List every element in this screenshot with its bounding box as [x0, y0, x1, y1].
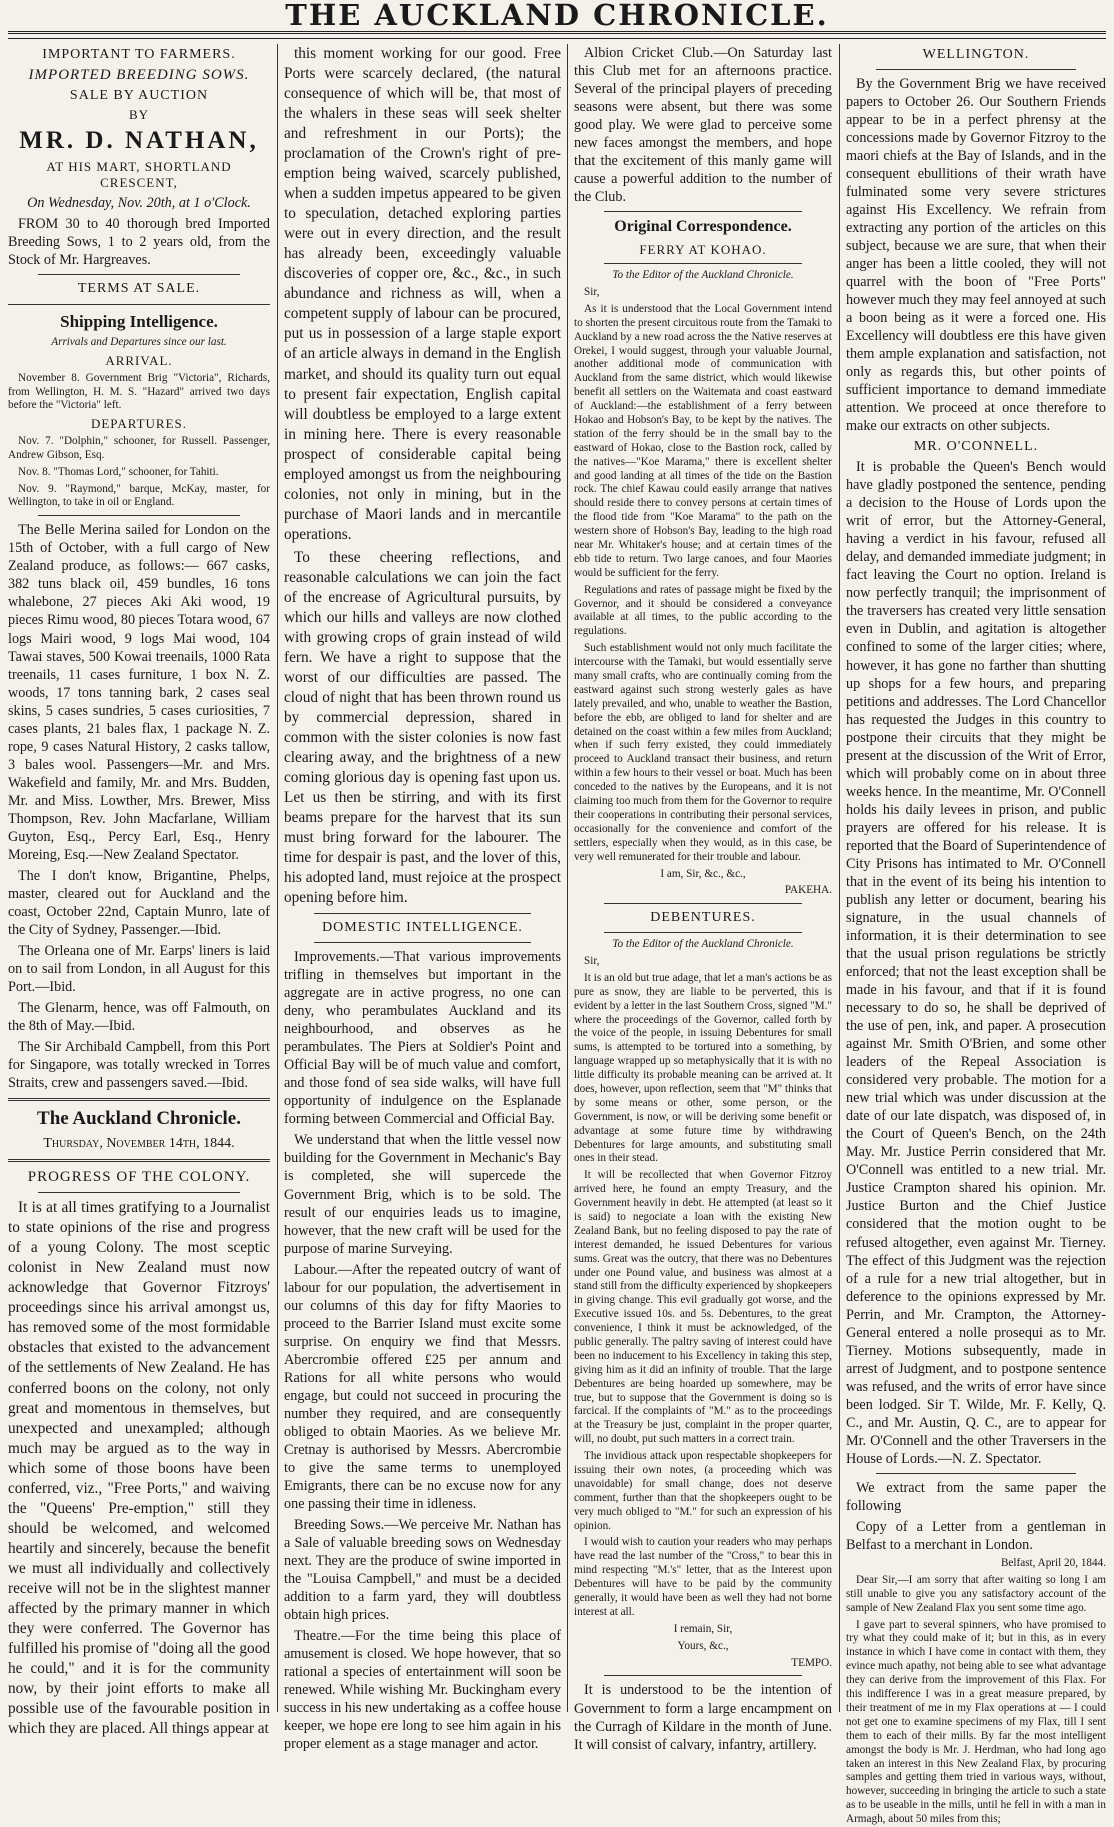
improvements-item: Improvements.—That various improvements trifling in themselves but important in the aggregate are in active progress, no one can deny, who perambulates Auckland and its neighbourhood, and observes as he perambulates. The Piers at Soldier's Point and Official Bay will be of much value and comfort, and those fond of sea side walks, will have full opportunity of indulgence on the Esplanade forming between Commercial and Official Bay.: [284, 949, 561, 1128]
debentures-para-1: It is an old but true adage, that let a man's actions be as pure as snow, they are liable to be perverted, this is evident by a letter in the last Southern Cross, signed "M." where the proceedings of the Governor, called forth by the voice of the people, in issuing Debentures for small sums, is attempted to be tortured into a something, by language wrapped up so metaphysically that it is with no little difficulty its probable meaning can be arrived at. It does, however, upon reflection, seem that "M" thinks that by some means or other, some person, or the Government, is now, or will be deriving some benefit or advantage at some future time by withdrawing Debentures for large amounts, and substituting small ones in their stead.: [574, 971, 832, 1165]
encampment-item: It is understood to be the intention of Government to form a large encampment on the Curragh of Kildare in the month of June. It will consist of calvary, infantry, artillery.: [574, 1682, 832, 1753]
headline-important: IMPORTANT TO FARMERS.: [42, 47, 236, 62]
auction-date: On Wednesday, Nov. 20th, at 1 o'Clock.: [27, 194, 251, 211]
divider: [604, 1675, 802, 1676]
oconnell-text: It is probable the Queen's Bench would have gladly postponed the sentence, pending a decision to the House of Lords upon the writ of error, but the Attorney-General, having a verdict in his favour, refused all delay, and demanded immediate judgment; in fact leaving the Court no option. Ireland is now perfectly tranquil; the imprisonment of the traversers has created very little sensation even in Dublin, and agitation is altogether confined to some of the larger cities; where, however, it has gone no farther than shutting up shops for a few hours, and preparing petitions and addresses. The Lord Chancellor has requested the Judges in this country to postpone their circuits that they might be present at the discussion of the Writ of Error, which will probably come on in about three weeks hence. In the meantime, Mr. O'Connell holds his daily levees in prison, and public prayers are offered for his release. It is reported that the Board of Superintendence of City Prisons has intimated to Mr. O'Connell that in the event of its being his intention to publish any letter or document, bearing his signature, in the usual channels of information, it is their determination to see that the usual prison regulations be strictly enforced; that not the least exception shall be made in his favour, and that if it is found necessary to do so, he shall be deprived of the use of pen, ink, and paper. A prosecution against Mr. Smith O'Brien, and some other leaders of the Repeal Association is considered very probable. The motion for a new trial which was under discussion at the date of our late dispatch, was disposed of, in the Court of Queen's Bench, on the 24th May. Mr. Justice Perrin considered that Mr. O'Connell was entitled to a new trial. Mr. Justice Crampton shared his opinion. Mr. Justice Burton and the Chief Justice considered that the motion ought to be refused altogether, even against Mr. Tierney. The effect of this Judgment was the rejection of a rule for a new trial altogether, but in deference to the opinions expressed by Mr. Perrin, and Mr. Crampton, the Attorney-General entered a nolle prosequi as to Mr. Tierney. Motions subsequently, made in arrest of Judgment, and to postpone sentence was refused, and the writs of error have since been lodged. Sir T. Wilde, Mr. F. Kelly, Q. C., and Mr. Austin, Q. C., are to appear for Mr. O'Connell and the other Traversers in the House of Lords.—N. Z. Spectator.: [846, 459, 1107, 1467]
salutation-2: Sir,: [584, 954, 600, 967]
debentures-signoff-2: Yours, &c.,: [677, 1639, 729, 1652]
divider: [876, 1473, 1076, 1474]
masthead: THE AUCKLAND CHRONICLE.: [285, 0, 829, 32]
column-3: [574, 44, 832, 1753]
masthead-rule-thin: [8, 38, 1106, 39]
masthead-rule: [8, 31, 1106, 34]
cricket-item: Albion Cricket Club.—On Saturday last this Club met for an afternoons practice. Several of the principal players of preceding seasons were absent, but there was some good play. We were glad to perceive some new faces amongst the members, and hope that the excitement of this manly game will cause a powerful addition to the number of the Club.: [574, 45, 832, 206]
terms-at-sale: TERMS AT SALE.: [77, 280, 201, 296]
shipping-heading: Shipping Intelligence.: [60, 311, 218, 331]
divider: [38, 515, 240, 516]
to-editor-2: To the Editor of the Auckland Chronicle.: [612, 938, 794, 951]
sale-by-auction: SALE BY AUCTION: [69, 87, 209, 103]
debentures-para-4: I would wish to caution your readers who may perhaps have read the last number of the "Cross," to bear this in mind respecting "M.'s" letter, that as the Interest upon Debentures will have to be paid by the community generally, it would have been as well they had not borne interest at all.: [574, 1536, 832, 1618]
departure-3: Nov. 9. "Raymond," barque, McKay, master, for Wellington, to take in oil or England.: [8, 482, 270, 509]
auctioneer-name: MR. D. NATHAN,: [19, 127, 259, 155]
column-4: [846, 44, 1107, 1826]
column-2: [284, 44, 561, 1753]
ferry-signature: PAKEHA.: [784, 884, 832, 897]
extract-intro: We extract from the same paper the following: [846, 1479, 1106, 1514]
by-label: BY: [128, 106, 150, 122]
debentures-signature: TEMPO.: [791, 1656, 832, 1669]
letter-para-1: Dear Sir,—I am sorry that after waiting so long I am still unable to give you any satisfactory account of the sample of New Zealand Flax you sent some time ago.: [846, 1573, 1106, 1614]
auction-mart: AT HIS MART, SHORTLAND CRESCENT,: [46, 158, 232, 191]
progress-heading: PROGRESS OF THE COLONY.: [27, 1169, 251, 1186]
column-rule: [839, 44, 840, 1712]
issue-date: Thursday, November 14th, 1844.: [43, 1136, 235, 1152]
letter-para-2: I gave part to several spinners, who have promised to try what they could make of it; but in this, as in every instance in which I have come in contact with them, they evince much apathy, not being able to see what advantage they can derive from the improvement of this Flax. For this indifference I was in a great measure prepared, by their treatment of me in my Flax operations at — I could not get one to examine specimens of my Flax, till I sent them to each of their mills. By far the most intelligent amongst the body is Mr. J. Herdman, who had long ago taken an interest in this New Zealand Flax, by procuring samples and getting them tried in various ways, without, however, succeeding in bringing the article to such a state as to be useable in the mills, until he fell in with a man in Armagh, about 50 miles from this;: [846, 1618, 1106, 1826]
theatre-item: Theatre.—For the time being this place of amusement is closed. We hope however, that so rational a species of entertainment will soon be renewed. While wishing Mr. Buckingham every success in his new undertaking as a coffee house keeper, we hope ere long to see him again in his proper element as a stage manager and actor.: [284, 1628, 561, 1753]
orleana-notice: The Orleana one of Mr. Earps' liners is laid on to sail from London, in all August for this Port.—Ibid.: [8, 943, 270, 996]
ferry-para-2: Regulations and rates of passage might be fixed by the Governor, and it should be considered a conveyance available at all times, to the public according to the regulations.: [574, 583, 832, 638]
auction-lot: FROM 30 to 40 thorough bred Imported Breeding Sows, 1 to 2 years old, from the Stock of Mr. Hargreaves.: [8, 215, 270, 268]
domestic-heading: DOMESTIC INTELLIGENCE.: [322, 920, 523, 936]
column-rule: [277, 44, 278, 1712]
divider: [8, 304, 270, 305]
divider: [604, 211, 802, 212]
glenarm-notice: The Glenarm, hence, was off Falmouth, on the 8th of May.—Ibid.: [8, 1000, 270, 1035]
to-editor: To the Editor of the Auckland Chronicle.: [612, 269, 794, 282]
wellington-text: By the Government Brig we have received papers to October 26. Our Southern Friends appear to be in a perfect phrensy at the concessions made by Governor Fitzroy to the maori chiefs at the Bay of Islands, and in the consequent ebullitions of their wrath have fulminated some very severe strictures against His Excellency. We refrain from extracting any portion of the articles on this subject, because we are sure, that when their anger has been a little cooled, they will not quarrel with the boon of "Free Ports" however much they may feel annoyed at such a boon being as it were a forced one. His Excellency will doubtless ere this have given them ample explanation and satisfaction, not only as regards this, but other points of sufficient importance to demand immediate attention. We proceed at once therefore to make our extracts on other subjects.: [846, 75, 1106, 435]
departure-2: Nov. 8. "Thomas Lord," schooner, for Tahiti.: [18, 465, 219, 478]
divider: [38, 1192, 240, 1193]
divider: [876, 69, 1076, 70]
ferry-signoff: I am, Sir, &c., &c.,: [660, 867, 746, 880]
divider: [604, 263, 802, 264]
copy-letter-intro: Copy of a Letter from a gentleman in Belfast to a merchant in London.: [846, 1518, 1106, 1553]
divider-double: [8, 1098, 270, 1101]
cheering-reflections: To these cheering reflections, and reasonable calculations we can join the fact of the encrease of Agricultural pursuits, by which our hills and valleys are now clothed with growing crops of grain instead of wild fern. We have a right to suppose that the worst of our difficulties are passed. The cloud of night that has been thrown round us by commercial depression, shared in common with the sister colonies is now fast clearing away, and the brightness of a new coming glorious day is opening fast upon us. Let us then be stirring, and with its first beams prepare for the harvest that its sun must bring forward for the labourer. The time for despair is past, and the lover of this, his adopted land, must rejoice at the prospect opening before him.: [284, 548, 561, 907]
divider: [314, 942, 531, 943]
campbell-notice: The Sir Archibald Campbell, from this Port for Singapore, was totally wrecked in Torres Straits, crew and passengers saved.—Ibid.: [8, 1039, 270, 1092]
divider: [604, 932, 802, 933]
debentures-para-2: It will be recollected that when Governor Fitzroy arrived here, he found an empty Treasury, and the Government heavily in debt. He attempted (at least so it is said) to negociate a loan with the existing New Zealand Bank, but no feeling disposed to pay the rate of interest demanded, he issued Debentures for various sums. Great was the outcry, that there was no Debentures under one Pound value, and business was almost at a stand still from the difficulty experienced by shopkeepers in giving change. This evil gradually got worse, and the Executive issued 10s. and 5s. Debentures, to the great convenience, I think it must be acknowledged, of the public generally. The paltry saving of interest could have been no inducement to his Excellency in taking this step, giving him as it did an infinity of trouble. That the large Debentures are being hoarded up somewhere, may be true, but to suppose that the Government is doing so is farcical. If the complaints of "M." as to the proceedings at the Treasury be just, complaint in the proper quarter, will, no doubt, put such matters in a correct train.: [574, 1169, 832, 1446]
ferry-heading: FERRY AT KOHAO.: [639, 241, 767, 257]
oconnell-heading: MR. O'CONNELL.: [913, 439, 1039, 455]
divider: [314, 913, 531, 914]
departures-heading: DEPARTURES.: [90, 416, 188, 432]
breeding-sows-item: Breeding Sows.—We perceive Mr. Nathan has a Sale of valuable breeding sows on Wednesday next. They are the produce of swine imported in the "Louisa Campbell," and must be a decided addition to a farm yard, they will doubtless obtain high prices.: [284, 1517, 561, 1624]
belle-merina-notice: The Belle Merina sailed for London on the 15th of October, with a full cargo of New Zealand produce, as follows:— 667 casks, 382 tuns black oil, 459 bundles, 16 tons whalebone, 27 pieces Aki Aki wood, 19 pieces Rimu wood, 80 pieces Totara wood, 67 logs Mairi wood, 9 logs Mai wood, 104 Tawai staves, 500 Kowai treenails, 1000 Rata treenails, 11 cases furniture, 1 box N. Z. woods, 17 tons tanning bark, 2 cases seal skins, 5 cases sundries, 5 cases curiosities, 7 cases plants, 21 bales flax, 1 package N. Z. rope, 9 cases Natural History, 2 casks tallow, 3 bales wool. Passengers—Mr. and Mrs. Wakefield and family, Mr. and Mrs. Budden, Mr. and Miss. Lowther, Mrs. Brewer, Miss Thompson, Rev. John Macfarlane, William Guyton, Esq., Percy Earl, Esq., Henry Moreing, Esq.—New Zealand Spectator.: [8, 522, 270, 863]
i-dont-know-notice: The I don't know, Brigantine, Phelps, master, cleared out for Auckland and the coast, October 22nd, Captain Munro, late of the City of Sydney, Passenger.—Ibid.: [8, 867, 270, 938]
belfast-date: Belfast, April 20, 1844.: [1000, 1557, 1106, 1570]
salutation: Sir,: [584, 285, 600, 298]
vessel-item: We understand that when the little vessel now building for the Government in Mechanic's Bay is completed, she will supercede the Government Brig, which is to be sold. The result of our enquiries leads us to imagine, however, that the new craft will be used for the purpose of marine Surveying.: [284, 1132, 561, 1257]
debentures-signoff: I remain, Sir,: [673, 1622, 733, 1635]
arrival-heading: ARRIVAL.: [105, 353, 173, 369]
departure-1: Nov. 7. "Dolphin," schooner, for Russell. Passenger, Andrew Gibson, Esq.: [8, 434, 270, 461]
column-1: [8, 44, 270, 1738]
paper-title: The Auckland Chronicle.: [37, 1108, 241, 1130]
arrivals-subheading: Arrivals and Departures since our last.: [51, 336, 227, 349]
debentures-heading: DEBENTURES.: [650, 910, 756, 926]
colony-text-continued: this moment working for our good. Free Ports were scarcely declared, (the natural consequence of which will be, that most of the whalers in these seas will seek shelter and refreshment in our Ports); the proclamation of the Crown's right of pre-emption being waived, scarcely published, when a sudden impetus appeared to be given to speculation, detached exploring parties were out in every direction, and the result has already been, exceedingly valuable discoveries of copper ore, &c., &c., in such abundance and richness as will, when a competent supply of labour can be procured, put us in possession of a large staple export of an article always in demand in the English market, and should its quality turn out equal to present fair expectation, English capital will doubtless be employed to a large extent in mining here. There is every reasonable prospect of considerable capital being employed amongst us from the neighbouring colonies, not only in mining, but in the purchase of Maori lands and in mercantile operations.: [284, 45, 561, 543]
ferry-para-3: Such establishment would not only much facilitate the intercourse with the Tamaki, but would essentially serve many small crafts, who are continually coming from the eastward against such strong westerly gales as have lately prevailed, and who, unable to weather the Bastion, before the ebb, are obliged to land for shelter and are detained on the coast within a few miles from Auckland; when if such ferry existed, they could immediately proceed to Auckland transact their business, and return within a few hours to their vessel or boat. Much has been conceded to the natives by the Europeans, and it is not claiming too much from them for the Governor to require their cooperations in contributing their personal services, occasionally for the convenience and comfort of the settlers, especially when they would, as in this case, be very well remunerated for their trouble and labour.: [574, 642, 832, 863]
wellington-heading: WELLINGTON.: [922, 47, 1030, 62]
progress-text: It is at all times gratifying to a Journalist to state opinions of the rise and progress of a young Colony. The most sceptic colonist in New Zealand must now acknowledge that Governor Fitzroys' proceedings since his arrival amongst us, has removed some of the most formidable obstacles that existed to the advancement of the settlements of New Zealand. He has conferred boons on the colony, not only great and momentous in themselves, but unexpected and unexampled; although much may be argued as to the way in which some of those boons have been conferred, viz., "Free Ports," and waiving the "Queens' Pre-emption," still they should be welcomed, and welcomed heartily and sincerely, because the benefit we must all individually and collectively receive will not be in the slightest manner affected by the primary manner in which they were conferred. The Governor has fulfilled his promise of "doing all the good he could," and it is for the community now, by their joint efforts to make all possible use of the favourable position in which they are placed. All things appear at: [8, 1199, 270, 1738]
column-rule: [567, 44, 568, 1712]
labour-item: Labour.—After the repeated outcry of want of labour for our population, the advertisement in our columns of this day for fifty Maories to proceed to the Barrier Island must excite some surprise. On enquiry we find that Messrs. Abercrombie offered £25 per annum and Rations for all white persons who would engage, but could not succeed in procuring the number they required, and are consequently obliged to obtain Maories. As we believe Mr. Cretnay is authorised by Messrs. Abercrombie to give the same terms to unemployed Emigrants, there can be no excuse now for any one passing their time in idleness.: [284, 1261, 561, 1513]
divider: [604, 903, 802, 904]
arrival-text: November 8. Government Brig "Victoria", Richards, from Wellington, H. M. S. "Hazard" arrived two days before the "Victoria" left.: [8, 371, 270, 412]
divider-double: [8, 1159, 270, 1162]
correspondence-heading: Original Correspondence.: [614, 218, 792, 236]
ferry-para-1: As it is understood that the Local Government intend to shorten the present circuitous route from the Tamaki to Auckland by a new road across the the Native reserves at Orekei, I would suggest, through your valuable Journal, another additional mode of communication with Auckland from the same district, which would likewise benefit all settlers on the Waitemata and coast eastward of Auckland:—the establishment of a ferry between Hokao and Hobson's Bay, to be kept by the natives. The station of the ferry should be in the small bay to the eastward of Hokao, close to the Bastion rock, called by the natives—"Koe Marama," there is excellent shelter and good landing at all times of the tide on the Bastion rock. The chief Kawau could easily arrange that natives should reside there to convey persons at certain times of the flood tide from "Koe Marama" to the path on the western shore of Hobson's Bay, leading to the high road near Mr. Whitaker's house; and at certain times of the ebb tide to return. Two large canoes, and four Maories would be sufficient for the ferry.: [574, 302, 832, 579]
divider: [38, 274, 240, 275]
debentures-para-3: The invidious attack upon respectable shopkeepers for issuing their own notes, (a proceeding which was unavoidable) for small change, does not deserve comment, further than that the shopkeepers ought to be very much obliged to "M." for such an expression of his opinion.: [574, 1450, 832, 1532]
headline-imported: IMPORTED BREEDING SOWS.: [28, 66, 250, 83]
